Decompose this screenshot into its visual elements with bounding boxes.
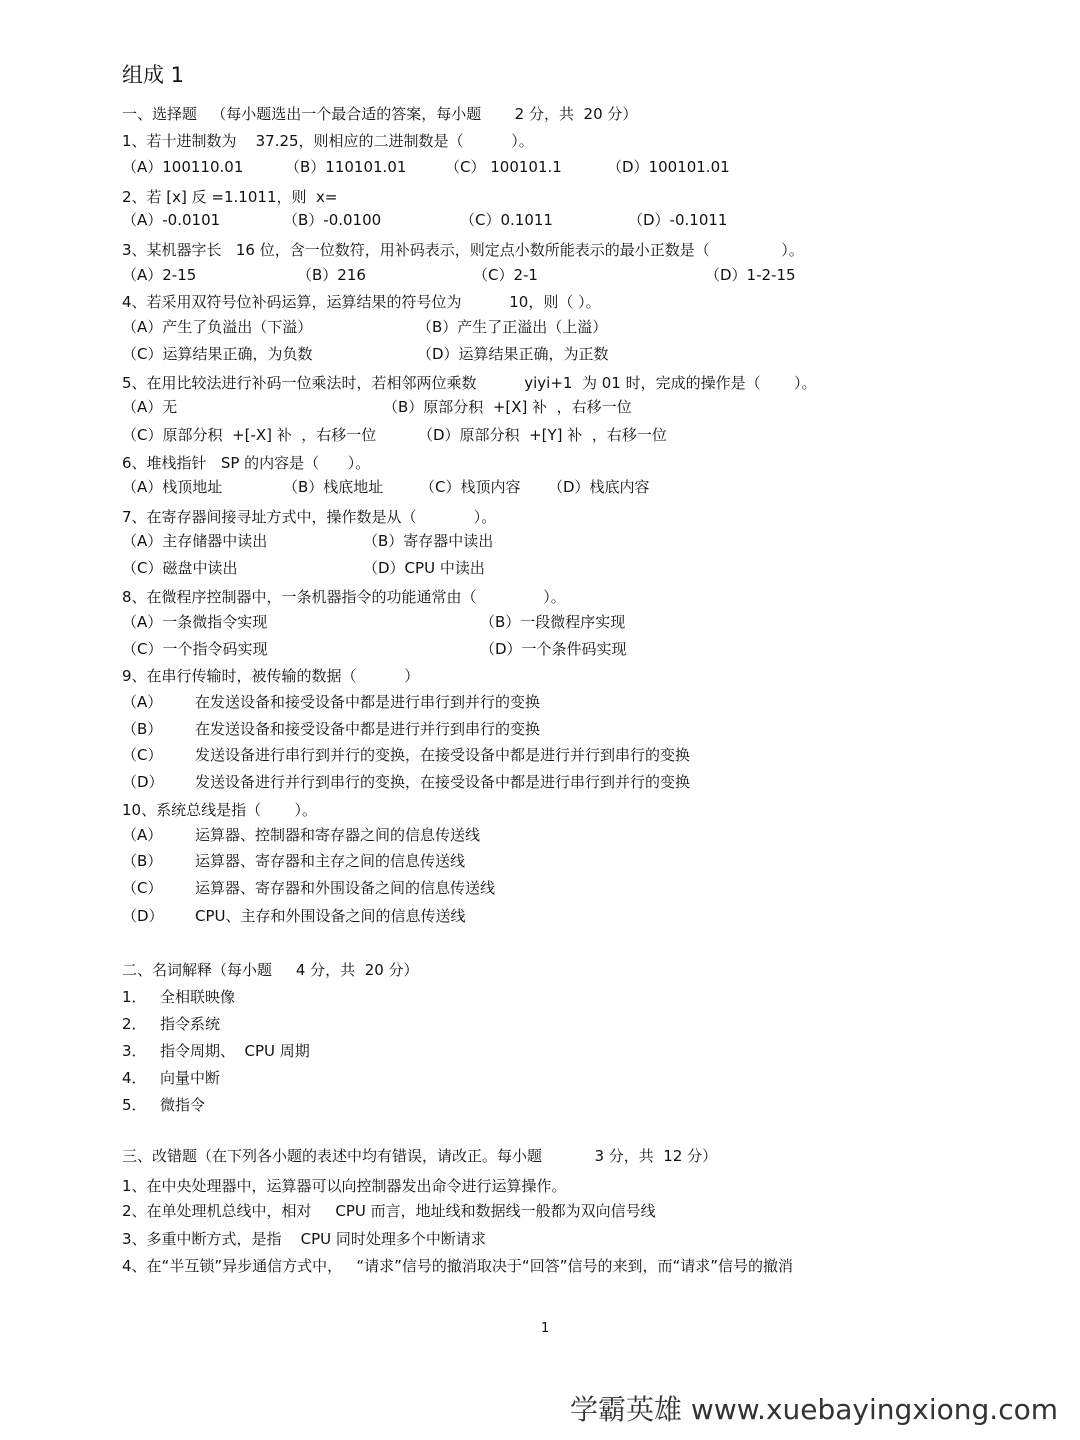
list-item: 指令周期、 CPU 周期 bbox=[160, 1042, 310, 1060]
option-label: （D） bbox=[122, 773, 164, 791]
option: （D）100101.01 bbox=[607, 158, 730, 176]
option: （D）原部分积 +[Y] 补 ，右移一位 bbox=[418, 426, 667, 444]
option: （A）栈顶地址 bbox=[122, 478, 223, 496]
option: （A）100110.01 bbox=[122, 158, 244, 176]
option: （A）无 bbox=[122, 398, 178, 416]
option: （A）2-15 bbox=[122, 266, 197, 284]
question-text: 4、若采用双符号位补码运算，运算结果的符号位为 10，则（ ）。 bbox=[122, 293, 601, 311]
option: （B）-0.0100 bbox=[283, 211, 382, 229]
option: （C）一个指令码实现 bbox=[122, 640, 268, 658]
option-text: 发送设备进行并行到串行的变换，在接受设备中都是进行串行到并行的变换 bbox=[195, 773, 691, 791]
option: （B）栈底地址 bbox=[283, 478, 384, 496]
question-text: 8、在微程序控制器中，一条机器指令的功能通常由（ ）。 bbox=[122, 588, 566, 606]
option-text: 在发送设备和接受设备中都是进行并行到串行的变换 bbox=[195, 720, 541, 738]
list-item: 全相联映像 bbox=[160, 988, 236, 1006]
option: （C）0.1011 bbox=[460, 211, 553, 229]
option: （D）运算结果正确，为正数 bbox=[417, 345, 609, 363]
option-label: （C） bbox=[122, 879, 163, 897]
doc-title: 组成 1 bbox=[122, 63, 185, 87]
section-heading: 一、选择题 （每小题选出一个最合适的答案，每小题 2 分，共 20 分） bbox=[122, 105, 638, 123]
question-text: 1、若十进制数为 37.25，则相应的二进制数是（ ）。 bbox=[122, 132, 534, 150]
option-text: 在发送设备和接受设备中都是进行串行到并行的变换 bbox=[195, 693, 541, 711]
option: （B）原部分积 +[X] 补 ，右移一位 bbox=[383, 398, 632, 416]
option: （C）原部分积 +[-X] 补 ，右移一位 bbox=[122, 426, 377, 444]
option-label: （C） bbox=[122, 746, 163, 764]
list-item: 向量中断 bbox=[160, 1069, 221, 1087]
question-text: 6、堆栈指针 SP 的内容是（ ）。 bbox=[122, 454, 371, 472]
watermark-footer: 学霸英雄 www.xuebayingxiong.com bbox=[570, 1393, 1058, 1426]
option-text: 运算器、寄存器和主存之间的信息传送线 bbox=[195, 852, 466, 870]
option: （C）磁盘中读出 bbox=[122, 559, 238, 577]
option-text: 发送设备进行串行到并行的变换，在接受设备中都是进行并行到串行的变换 bbox=[195, 746, 691, 764]
option: （B）寄存器中读出 bbox=[363, 532, 494, 550]
option: （B）一段微程序实现 bbox=[480, 613, 626, 631]
question-text: 3、某机器字长 16 位，含一位数符，用补码表示，则定点小数所能表示的最小正数是（ ）。 bbox=[122, 241, 804, 259]
question-text: 4、在“半互锁”异步通信方式中， “请求”信号的撤消取决于“回答”信号的来到，而“请求”信号的撤消 bbox=[122, 1257, 794, 1275]
option: （D）栈底内容 bbox=[548, 478, 650, 496]
question-text: 2、若 [x] 反 =1.1011，则 x= bbox=[122, 188, 338, 206]
question-text: 2、在单处理机总线中，相对 CPU 而言，地址线和数据线一般都为双向信号线 bbox=[122, 1202, 656, 1220]
option-label: （A） bbox=[122, 693, 163, 711]
option-text: CPU、主存和外围设备之间的信息传送线 bbox=[195, 907, 466, 925]
list-number: 5． bbox=[122, 1096, 147, 1114]
option: （A）一条微指令实现 bbox=[122, 613, 268, 631]
option: （B）110101.01 bbox=[285, 158, 407, 176]
question-text: 3、多重中断方式，是指 CPU 同时处理多个中断请求 bbox=[122, 1230, 486, 1248]
option-label: （B） bbox=[122, 852, 163, 870]
option: （C）运算结果正确，为负数 bbox=[122, 345, 313, 363]
list-number: 2． bbox=[122, 1015, 147, 1033]
question-text: 1、在中央处理器中，运算器可以向控制器发出命令进行运算操作。 bbox=[122, 1177, 567, 1195]
question-text: 5、在用比较法进行补码一位乘法时，若相邻两位乘数 yiyi+1 为 01 时，完成的操作是（ ）。 bbox=[122, 374, 817, 392]
option: （D）一个条件码实现 bbox=[480, 640, 627, 658]
option-label: （A） bbox=[122, 826, 163, 844]
page-number: 1 bbox=[541, 1321, 550, 1336]
list-number: 3． bbox=[122, 1042, 147, 1060]
list-item: 微指令 bbox=[160, 1096, 206, 1114]
section-heading: 三、改错题（在下列各小题的表述中均有错误，请改正。每小题 3 分，共 12 分） bbox=[122, 1147, 718, 1165]
option: （D）CPU 中读出 bbox=[363, 559, 485, 577]
section-heading: 二、名词解释（每小题 4 分，共 20 分） bbox=[122, 961, 419, 979]
option: （A）主存储器中读出 bbox=[122, 532, 268, 550]
option: （A）-0.0101 bbox=[122, 211, 221, 229]
option: （C）栈顶内容 bbox=[420, 478, 521, 496]
option: （A）产生了负溢出（下溢） bbox=[122, 318, 313, 336]
list-number: 4． bbox=[122, 1069, 147, 1087]
question-text: 10、系统总线是指（ ）。 bbox=[122, 801, 317, 819]
list-item: 指令系统 bbox=[160, 1015, 221, 1033]
option: （C）2-1 bbox=[473, 266, 538, 284]
option: （B）产生了正溢出（上溢） bbox=[417, 318, 608, 336]
option-label: （B） bbox=[122, 720, 163, 738]
list-number: 1． bbox=[122, 988, 147, 1006]
option-label: （D） bbox=[122, 907, 164, 925]
question-text: 7、在寄存器间接寻址方式中，操作数是从（ ）。 bbox=[122, 508, 497, 526]
option-text: 运算器、寄存器和外围设备之间的信息传送线 bbox=[195, 879, 496, 897]
option: （C） 100101.1 bbox=[445, 158, 562, 176]
option: （B）216 bbox=[297, 266, 366, 284]
option-text: 运算器、控制器和寄存器之间的信息传送线 bbox=[195, 826, 481, 844]
option: （D）1-2-15 bbox=[705, 266, 796, 284]
question-text: 9、在串行传输时，被传输的数据（ ） bbox=[122, 667, 420, 685]
option: （D）-0.1011 bbox=[628, 211, 728, 229]
